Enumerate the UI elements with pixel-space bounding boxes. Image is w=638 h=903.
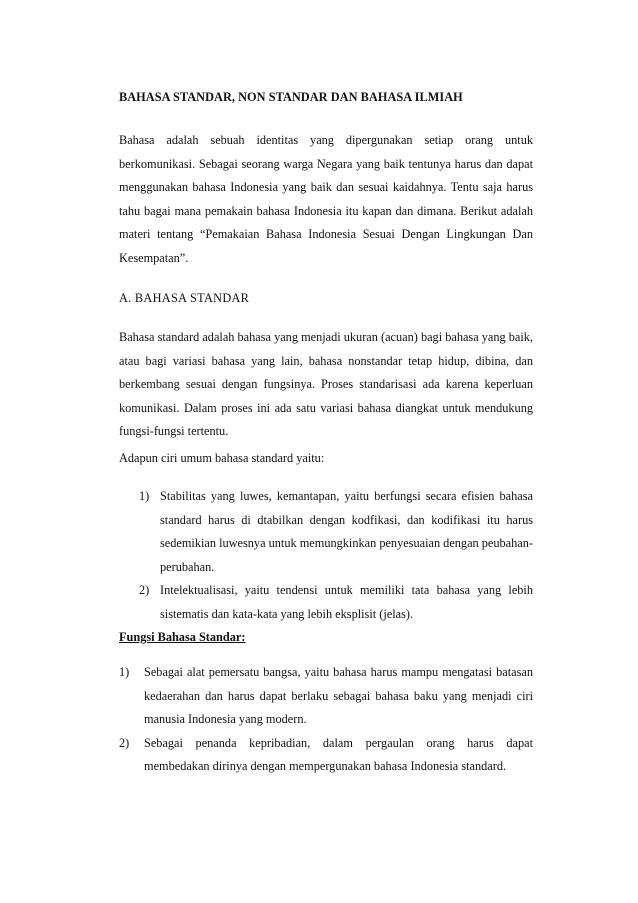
list-item [119,661,533,732]
intro-paragraph: Bahasa adalah sebuah identitas yang dipergunakan setiap orang untuk berkomunikasi. Sebagai seorang warga Negara yang baik tentunya harus dan dapat menggunakan bahasa Indonesia yang baik dan sesuai kaidahnya. Tentu saja harus tahu bagai mana pemakain bahasa Indonesia itu kapan dan dimana. Berikut adalah materi tentang “Pemakaian Bahasa Indonesia Sesuai Dengan Lingkungan Dan Kesempatan”. [119,133,533,265]
list-item-number: 2) [139,583,150,597]
section-a-paragraph: Bahasa standard adalah bahasa yang menjadi ukuran (acuan) bagi bahasa yang baik, atau bagi variasi bahasa yang lain, bahasa nonstandar tetap hidup, dibina, dan berkembang sesuai dengan fungsinya. Proses standarisasi ada karena keperluan komunikasi. Dalam proses ini ada satu variasi bahasa diangkat untuk mendukung fungsi-fungsi tertentu. [119,330,533,438]
fungsi-list [119,661,533,779]
list-item-text: Sebagai alat pemersatu bangsa, yaitu bahasa harus mampu mengatasi batasan kedaerahan dan harus dapat berlaku sebagai bahasa baku yang menjadi ciri manusia Indonesia yang modern. [144,665,533,726]
ciri-list [139,485,533,626]
list-item-number: 1) [139,489,150,503]
list-item-number: 1) [119,665,130,679]
list-item [119,732,533,779]
ciri-intro-text: Adapun ciri umum bahasa standard yaitu: [119,451,325,465]
document-title: BAHASA STANDAR, NON STANDAR DAN BAHASA ILMIAH [119,90,463,104]
list-item-text: Sebagai penanda kepribadian, dalam pergaulan orang harus dapat membedakan dirinya dengan mempergunakan bahasa Indonesia standard. [144,735,533,773]
list-item [139,485,533,579]
list-item-text: Intelektualisasi, yaitu tendensi untuk memiliki tata bahasa yang lebih sistematis dan kata-kata yang lebih eksplisit (jelas). [160,583,533,621]
section-a-heading: A. BAHASA STANDAR [119,291,250,305]
fungsi-heading: Fungsi Bahasa Standar: [119,630,246,644]
list-item-number: 2) [119,735,130,750]
list-item [139,579,533,626]
list-item-text: Stabilitas yang luwes, kemantapan, yaitu berfungsi secara efisien bahasa standard harus di dtabilkan dengan kodfikasi, dan kodifikasi itu harus sedemikian luwesnya untuk memungkinkan penyesuaian dengan peubahan-perubahan. [160,489,533,574]
